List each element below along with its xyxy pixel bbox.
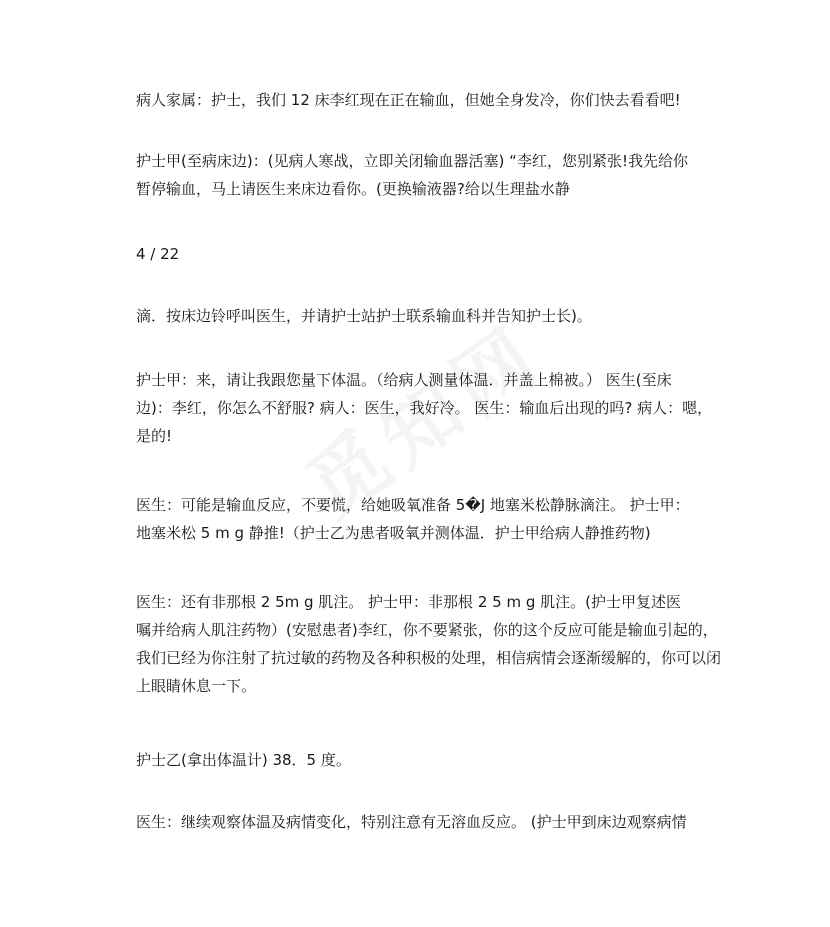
page-number-text: 4 / 22	[136, 245, 180, 263]
text-line: 医生：可能是输血反应，不要慌，给她吸氧准备 5�J 地塞米松静脉滴注。 护士甲：	[136, 496, 690, 514]
text-line: 病人家属：护士，我们 12 床李红现在正在输血，但她全身发冷，你们快去看看吧!	[136, 91, 681, 109]
paragraph-family-report	[105, 86, 730, 114]
text-line: 地塞米松 5 m g 静推!（护士乙为患者吸氧并测体温．护士甲给病人静推药物)	[136, 524, 651, 542]
text-line: 护士甲(至病床边)：(见病人寒战，立即关闭输血器活塞) “李红，您别紧张!我先给你	[136, 152, 688, 170]
paragraph-nurse-a-stop-transfusion	[105, 147, 730, 203]
text-line: 我们已经为你注射了抗过敏的药物及各种积极的处理，相信病情会逐渐缓解的，你可以闭	[136, 649, 722, 667]
page-number	[105, 240, 730, 268]
text-line: 滴．按床边铃呼叫医生，并请护士站护士联系输血科并告知护士长)。	[136, 307, 592, 325]
text-line: 是的!	[136, 427, 173, 445]
paragraph-dexamethasone	[105, 491, 730, 547]
paragraph-call-doctor	[105, 302, 730, 330]
paragraph-phenergan	[105, 588, 730, 700]
text-line: 嘱并给病人肌注药物）(安慰患者)李红，你不要紧张，你的这个反应可能是输血引起的，	[136, 621, 718, 639]
text-line: 上眼睛休息一下。	[136, 677, 257, 695]
text-line: 护士乙(拿出体温计) 38．5 度。	[136, 751, 351, 769]
paragraph-temperature-reading	[105, 746, 730, 774]
text-line: 医生：继续观察体温及病情变化，特别注意有无溶血反应。 (护士甲到床边观察病情	[136, 813, 687, 831]
text-line: 暂停输血，马上请医生来床边看你。(更换输液器?给以生理盐水静	[136, 180, 570, 198]
text-line: 护士甲：来，请让我跟您量下体温。（给病人测量体温．并盖上棉被。） 医生(至床	[136, 371, 672, 389]
text-line: 边)：李红，你怎么不舒服? 病人：医生，我好冷。 医生：输血后出现的吗? 病人：嗯，	[136, 399, 713, 417]
text-line: 医生：还有非那根 2 5m g 肌注。 护士甲：非那根 2 5 m g 肌注。(护士甲复述医	[136, 593, 681, 611]
paragraph-observe	[105, 808, 730, 836]
paragraph-measure-temperature	[105, 366, 730, 450]
